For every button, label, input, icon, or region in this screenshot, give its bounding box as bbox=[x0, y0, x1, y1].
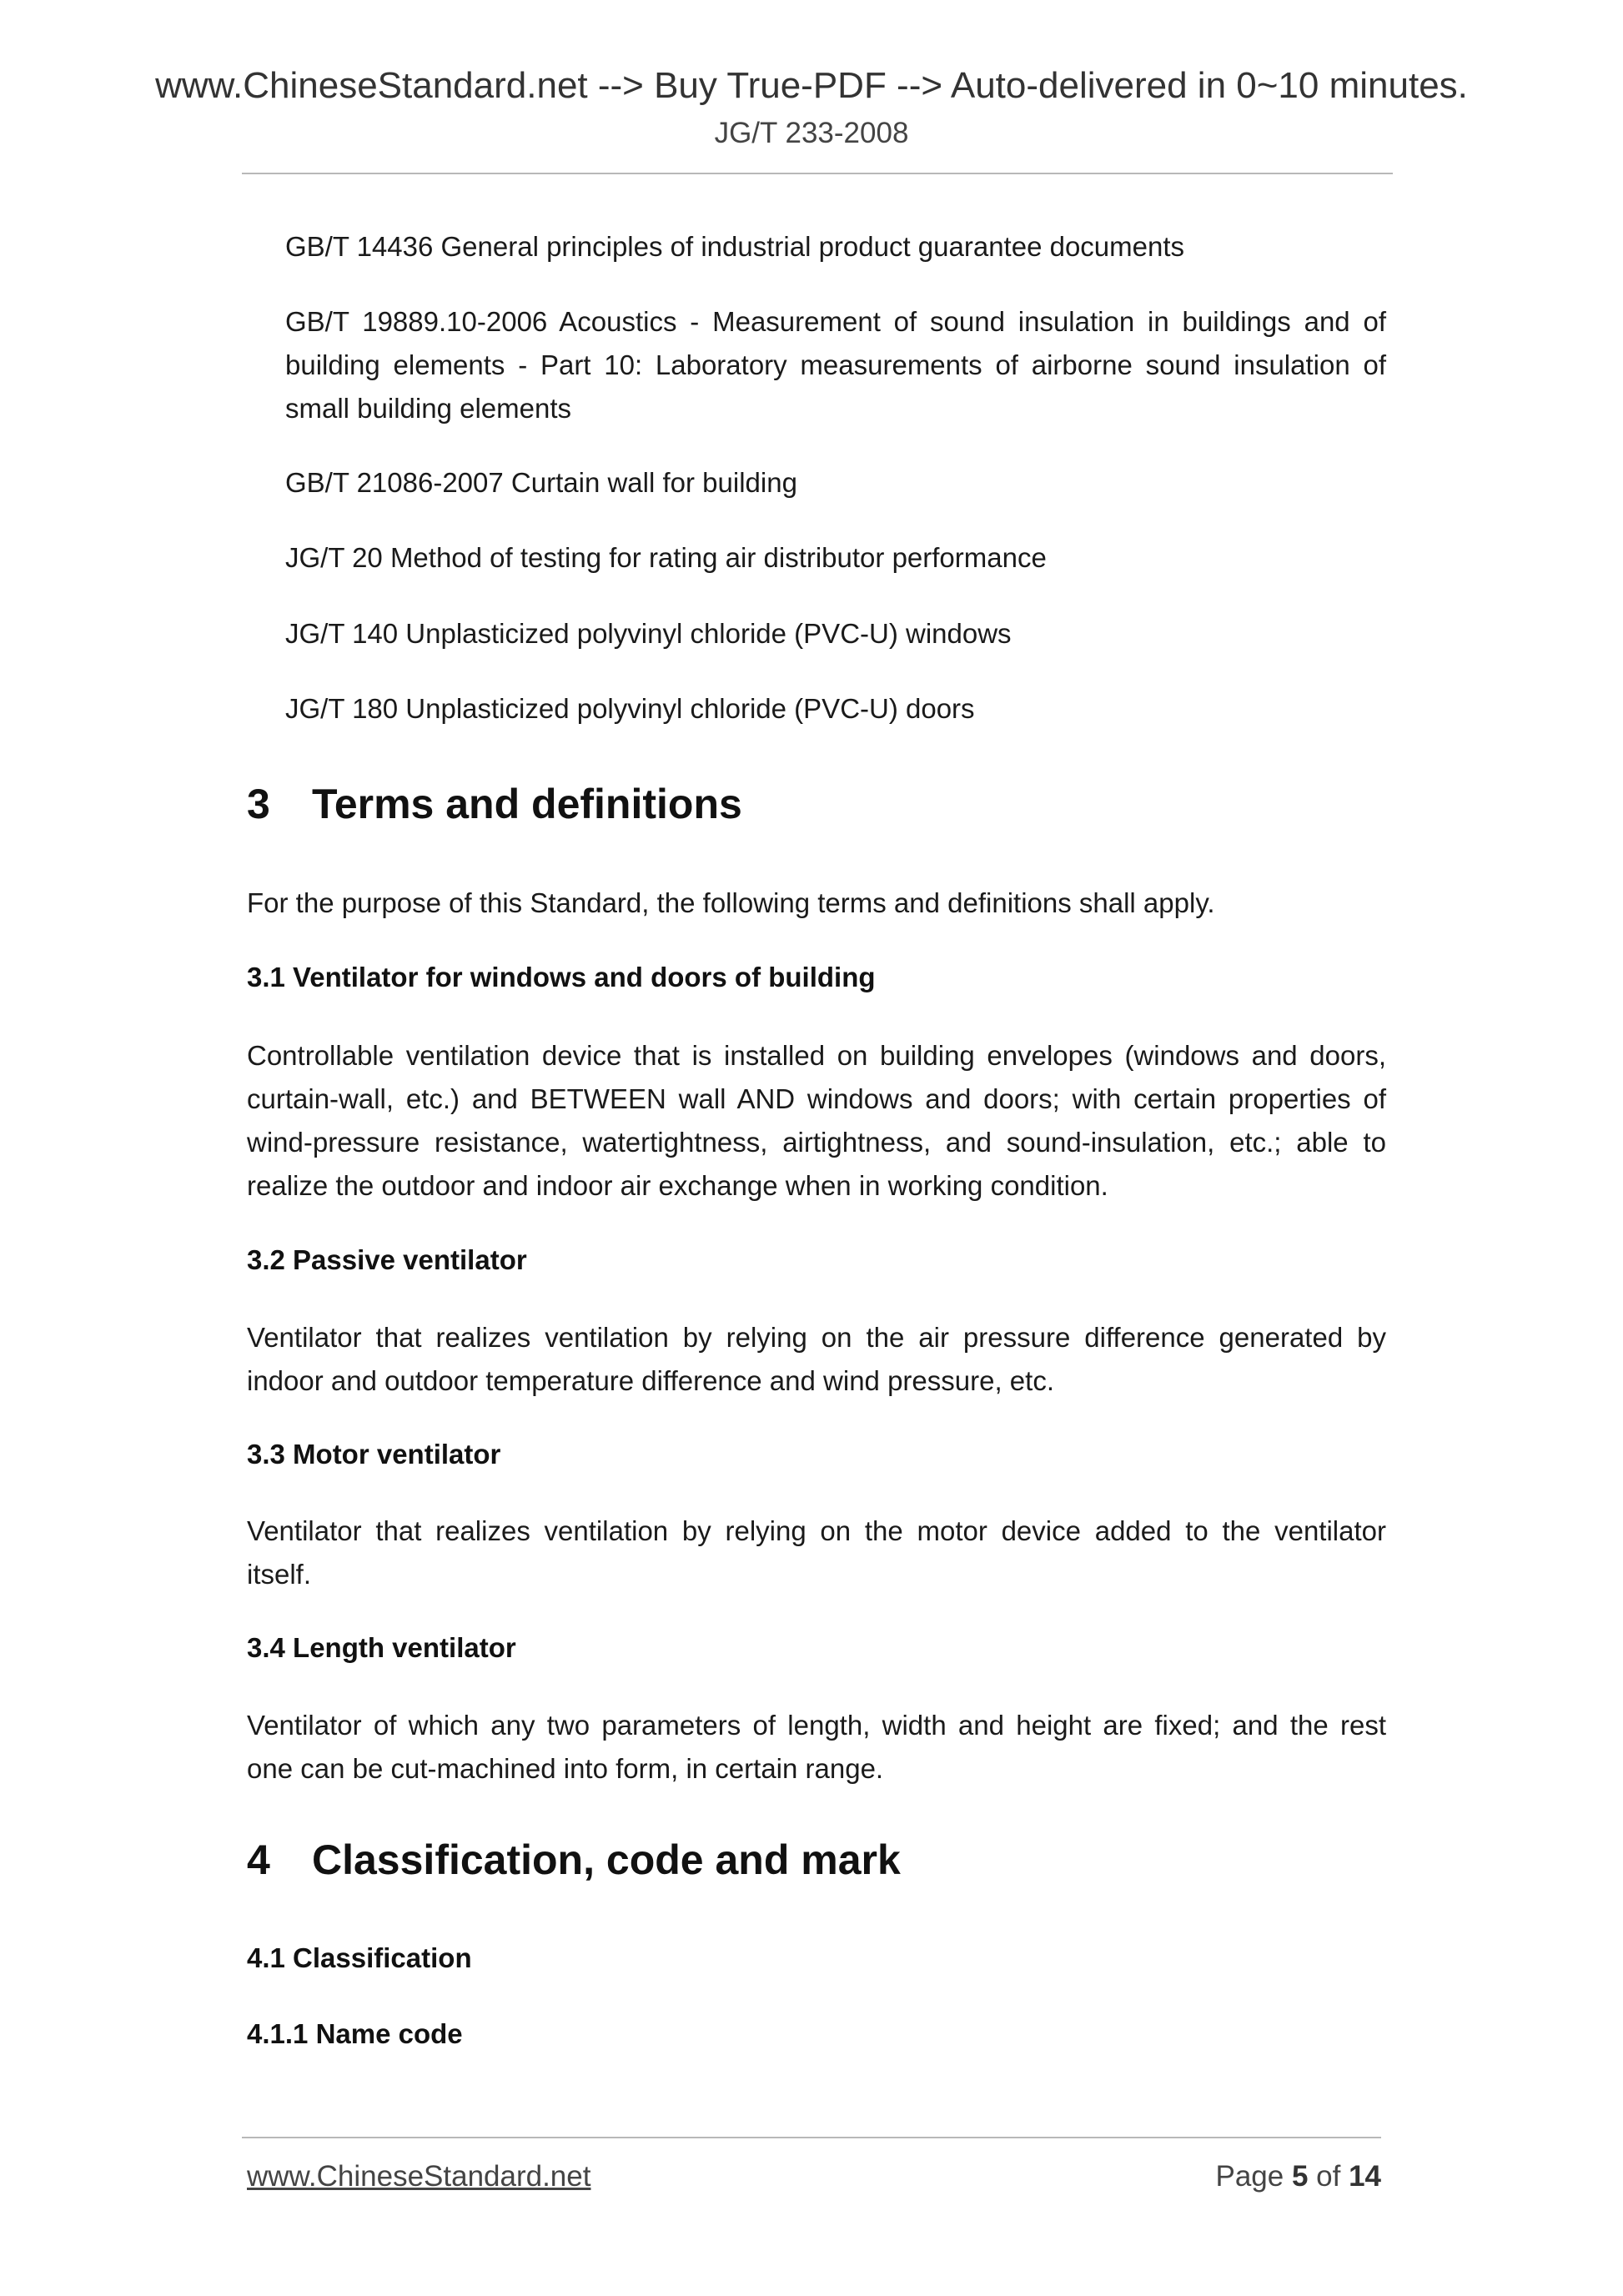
term-3-3-heading: 3.3 Motor ventilator bbox=[247, 1439, 501, 1470]
reference-item: JG/T 140 Unplasticized polyvinyl chloride (PVC-U) windows bbox=[285, 618, 1012, 649]
term-3-3-definition: Ventilator that realizes ventilation by relying on the motor device added to the ventilator itself. bbox=[247, 1515, 1386, 1590]
section-title: Terms and definitions bbox=[312, 781, 742, 827]
reference-item: GB/T 19889.10-2006 Acoustics - Measurement of sound insulation in buildings and of building elements - Part 10: Laboratory measurements of airborne sound insulation of small building elements bbox=[285, 306, 1386, 424]
term-3-1-heading: 3.1 Ventilator for windows and doors of building bbox=[247, 962, 876, 992]
term-3-4-heading: 3.4 Length ventilator bbox=[247, 1632, 516, 1663]
footer-site-link[interactable]: www.ChineseStandard.net bbox=[247, 2160, 591, 2193]
page-number: Page 5 of 14 bbox=[1215, 2160, 1381, 2193]
section-3-heading bbox=[247, 780, 742, 828]
term-3-1-definition: Controllable ventilation device that is installed on building envelopes (windows and doors, curtain-wall, etc.) and BETWEEN wall AND windows and doors; with certain properties of wind-pressure resistance, watertightness, airtightness, and sound-insulation, etc.; able to realize the outdoor and indoor air exchange when in working condition. bbox=[247, 1040, 1386, 1201]
reference-item: JG/T 180 Unplasticized polyvinyl chloride (PVC-U) doors bbox=[285, 693, 975, 724]
reference-item: GB/T 21086-2007 Curtain wall for building bbox=[285, 467, 797, 498]
section-number: 4 bbox=[247, 1836, 270, 1883]
footer-divider bbox=[242, 2137, 1381, 2138]
current-page: 5 bbox=[1291, 2160, 1309, 2193]
subsection-4-1-heading: 4.1 Classification bbox=[247, 1942, 472, 1973]
section-3-intro: For the purpose of this Standard, the following terms and definitions shall apply. bbox=[247, 887, 1215, 918]
term-3-2-heading: 3.2 Passive ventilator bbox=[247, 1244, 527, 1275]
header-divider bbox=[242, 173, 1393, 174]
subsection-4-1-1-heading: 4.1.1 Name code bbox=[247, 2018, 463, 2049]
header-doc-id: JG/T 233-2008 bbox=[714, 117, 909, 149]
term-3-2-definition: Ventilator that realizes ventilation by relying on the air pressure difference generated by indoor and outdoor temperature difference and wind pressure, etc. bbox=[247, 1322, 1386, 1396]
section-4-heading bbox=[247, 1836, 901, 1884]
reference-item: GB/T 14436 General principles of industrial product guarantee documents bbox=[285, 231, 1185, 262]
section-title: Classification, code and mark bbox=[312, 1836, 901, 1883]
section-number: 3 bbox=[247, 781, 270, 827]
header-banner: www.ChineseStandard.net --> Buy True-PDF --> Auto-delivered in 0~10 minutes. bbox=[155, 65, 1468, 106]
total-pages: 14 bbox=[1349, 2160, 1381, 2193]
term-3-4-definition: Ventilator of which any two parameters of length, width and height are fixed; and the rest one can be cut-machined into form, in certain range. bbox=[247, 1710, 1386, 1784]
reference-item: JG/T 20 Method of testing for rating air distributor performance bbox=[285, 542, 1047, 573]
